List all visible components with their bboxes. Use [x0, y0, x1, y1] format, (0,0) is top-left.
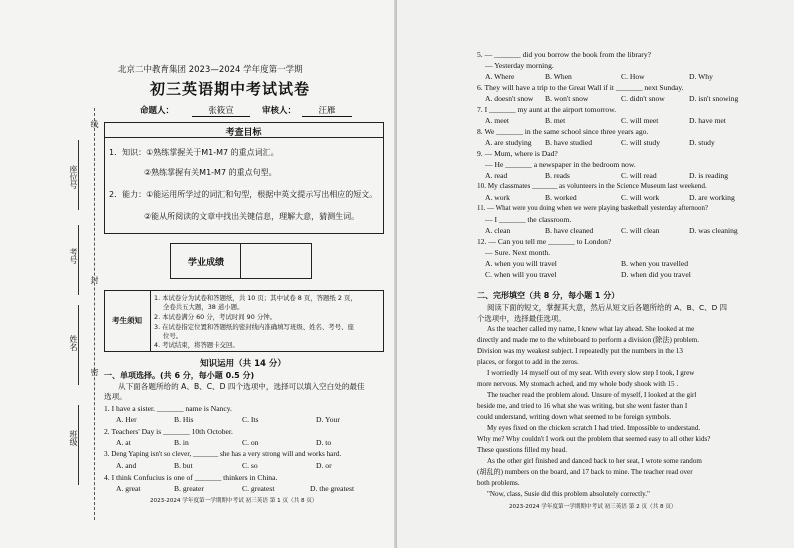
notice-1: 1. 本试卷分为试卷和答题纸，共 10 页；其中试卷 8 页，答题纸 2 页，	[154, 294, 357, 302]
margin-label-secret: 密	[90, 368, 99, 376]
passage-line-10: My eyes fixed on the chicken scratch I had tried. Impossible to understand.	[487, 424, 701, 432]
passage-line-7: The teacher read the problem aloud. Unsure of myself, I looked at the girl	[487, 391, 697, 399]
passage-line-8: beside me, and tried to 16 what she was writing, but she went faster than I	[477, 402, 688, 410]
q6-option-b: B. won't snow	[545, 94, 589, 103]
notice-3b: 位号。	[163, 332, 183, 340]
q5-option-b: B. When	[545, 72, 572, 81]
q7-option-b: B. met	[545, 116, 566, 125]
margin-label-class: 班级	[69, 430, 78, 446]
passage-line-11: Why me? Why couldn't I work out the problem that seemed easy to all other kids?	[477, 435, 711, 443]
q12-option-b: B. when you travelled	[621, 259, 689, 268]
q6-option-c: C. didn't snow	[621, 94, 665, 103]
footer-left: 2023-2024 学年度第一学期期中考试 初三英语 第 1 页（共 8 页）	[150, 498, 318, 504]
right-page	[397, 0, 794, 548]
q1-option-d: D. Your	[316, 415, 340, 424]
q9-stem: 9. — Mum, where is Dad?	[477, 149, 558, 158]
footer-right: 2023-2024 学年度第一学期期中考试 初三英语 第 2 页（共 8 页）	[509, 504, 677, 510]
notice-label: 考生须知	[112, 316, 142, 325]
passage-line-16: "Now, class, Susie did this problem absolutely correctly."	[487, 490, 650, 498]
margin-label-seat: 座位号	[69, 165, 78, 189]
q6-option-a: A. doesn't snow	[485, 94, 534, 103]
class-underline	[78, 405, 79, 485]
q7-option-d: D. have met	[689, 116, 726, 125]
q11-option-c: C. will clean	[621, 226, 660, 235]
q4-option-c: C. greatest	[242, 484, 275, 493]
q10-option-c: C. will work	[621, 193, 660, 202]
notice-3: 3. 在试卷指定位置和答题纸的密封线内准确填写班级、姓名、考号、座	[154, 323, 354, 331]
passage-line-2: directly and made me to the whiteboard to perform a division (除法) problem.	[477, 336, 700, 344]
author-name: 张筱宣	[192, 104, 250, 117]
notice-4: 4. 考试结束，将答题卡交回。	[154, 341, 239, 349]
q9-option-a: A. read	[485, 171, 508, 180]
q3-option-c: C. so	[242, 461, 258, 470]
margin-label-exam-no: 考号	[69, 248, 78, 264]
page-title: 初三英语期中考试试卷	[150, 80, 311, 98]
q12-option-a: A. when you will travel	[485, 259, 557, 268]
q2-stem: 2. Teachers' Day is _______ 10th October.	[104, 427, 233, 436]
part1-title: 一、单项选择。(共 6 分，每小题 0.5 分)	[104, 371, 255, 380]
q10-option-d: D. are working	[689, 193, 735, 202]
goal-2: ②熟练掌握有关M1-M7 的重点句型。	[144, 168, 277, 177]
passage-line-14: (胡乱的) numbers on the board, and 17 back to mine. The teacher read over	[477, 468, 693, 476]
q9-option-b: B. reads	[545, 171, 570, 180]
q3-option-b: B. but	[174, 461, 193, 470]
q5-answer-line: — Yesterday morning.	[485, 61, 554, 70]
q7-stem: 7. I _______ my aunt at the airport tomorrow.	[477, 105, 617, 114]
goals-title: 考查目标	[225, 128, 262, 138]
passage-line-5: I worriedly 14 myself out of my seat. With every slow step I took, I grew	[487, 369, 695, 377]
margin-label-line: 线	[90, 120, 99, 128]
passage-line-9: could understand, writing down what seemed to be foreign symbols.	[477, 413, 672, 421]
passage-line-13: As the other girl finished and danced back to her seat, I wrote some random	[487, 457, 702, 465]
goal-4: ②能从所阅读的文章中找出关键信息，理解大意，猜测生词。	[144, 212, 360, 221]
margin-label-seal: 封	[90, 276, 99, 284]
q11-option-a: A. clean	[485, 226, 511, 235]
q7-option-c: C. will meet	[621, 116, 659, 125]
seat-underline	[78, 140, 79, 210]
q9-answer-line: — He _______ a newspaper in the bedroom now.	[485, 160, 636, 169]
q3-option-d: D. or	[316, 461, 332, 470]
part1-instruction-2: 选项。	[104, 392, 127, 401]
q10-option-b: B. worked	[545, 193, 577, 202]
q11-option-b: B. have cleaned	[545, 226, 594, 235]
school-line: 北京二中教育集团 2023—2024 学年度第一学期	[118, 65, 303, 75]
q2-option-d: D. to	[316, 438, 332, 447]
q8-option-d: D. study	[689, 138, 715, 147]
q4-option-a: A. great	[116, 484, 141, 493]
q3-stem: 3. Deng Yaping isn't so clever, _______ she has a very strong will and works hard.	[104, 450, 342, 458]
passage-line-4: places, or forgot to add in the zeros.	[477, 358, 579, 366]
q11-stem: 11. — What were you doing when we were playing basketball yesterday afternoon?	[477, 205, 708, 212]
score-divider	[240, 243, 241, 278]
q5-option-c: C. How	[621, 72, 645, 81]
q2-option-a: A. at	[116, 438, 131, 447]
q12-option-d: D. when did you travel	[621, 270, 691, 279]
passage-line-15: both problems.	[477, 479, 520, 487]
q4-option-d: D. the greatest	[310, 484, 355, 493]
q2-option-c: C. on	[242, 438, 259, 447]
score-label: 学业成绩	[187, 258, 224, 268]
section-knowledge-title: 知识运用（共 14 分）	[200, 359, 286, 369]
q5-option-a: A. Where	[485, 72, 515, 81]
q6-stem: 6. They will have a trip to the Great Wall if it _______ next Sunday.	[477, 83, 684, 92]
q2-option-b: B. in	[174, 438, 189, 447]
notice-1b: 全卷共五大题，38 道小题。	[163, 303, 244, 311]
q4-stem: 4. I think Confucius is one of _______ thinkers in China.	[104, 473, 278, 482]
q9-option-d: D. is reading	[689, 171, 729, 180]
q1-option-c: C. Its	[242, 415, 259, 424]
notice-2: 2. 本试卷满分 60 分，考试时间 90 分钟。	[154, 313, 276, 321]
q10-stem: 10. My classmates _______ as volunteers in the Science Museum last weekend.	[477, 182, 707, 190]
q5-option-d: D. Why	[689, 72, 713, 81]
q7-option-a: A. meet	[485, 116, 510, 125]
q12-option-c: C. when will you travel	[485, 270, 557, 279]
q8-option-c: C. will study	[621, 138, 661, 147]
q8-option-b: B. have studied	[545, 138, 593, 147]
passage-line-1: As the teacher called my name, I knew what lay ahead. She looked at me	[487, 325, 695, 333]
q8-stem: 8. We _______ in the same school since three years ago.	[477, 127, 649, 136]
q11-option-d: D. was cleaning	[689, 226, 738, 235]
reviewer-name: 汪雁	[302, 104, 352, 117]
q5-stem: 5. — _______ did you borrow the book from the library?	[477, 50, 651, 59]
q1-stem: 1. I have a sister. _______ name is Nancy.	[104, 404, 232, 413]
passage-line-12: These questions filled my head.	[477, 446, 568, 454]
q3-option-a: A. and	[116, 461, 137, 470]
seal-line	[94, 108, 95, 520]
q6-option-d: D. isn't snowing	[689, 94, 739, 103]
part2-title: 二、完形填空（共 8 分，每小题 1 分）	[477, 291, 620, 300]
passage-line-6: more nervous. My stomach ached, and my whole body shook with 15 .	[477, 380, 679, 388]
q8-option-a: A. are studying	[485, 138, 532, 147]
margin-label-name: 姓名	[69, 335, 78, 351]
goal-3: 2．能力：①能运用所学过的词汇和句型，根据中英文提示写出相应的短文。	[109, 190, 378, 199]
name-underline	[78, 305, 79, 385]
q10-option-a: A. work	[485, 193, 510, 202]
q12-stem: 12. — Can you tell me _______ to London?	[477, 237, 612, 246]
notice-divider	[150, 290, 151, 351]
part2-instruction: 阅读下面的短文，掌握其大意，然后从短文后各题所给的 A、B、C、D 四	[487, 303, 728, 312]
passage-line-3: Division was my weakest subject. I repeatedly put the numbers in the 13	[477, 347, 683, 355]
q11-answer-line: — I _______ the classroom.	[485, 215, 572, 224]
q12-answer-line: — Sure. Next month.	[485, 248, 551, 257]
examno-underline	[78, 225, 79, 295]
part2-instruction-2: 个选项中，选择最佳选项。	[477, 314, 566, 323]
goal-1: 1．知识：①熟练掌握关于M1-M7 的重点词汇。	[109, 148, 279, 157]
author-label: 命题人：	[140, 106, 175, 116]
q9-option-c: C. will read	[621, 171, 657, 180]
part1-instruction: 从下面各题所给的 A、B、C、D 四个选项中，选择可以填入空白处的最佳	[118, 382, 365, 391]
q1-option-a: A. Her	[116, 415, 137, 424]
q1-option-b: B. His	[174, 415, 194, 424]
q4-option-b: B. greater	[174, 484, 204, 493]
reviewer-label: 审核人：	[262, 106, 297, 116]
